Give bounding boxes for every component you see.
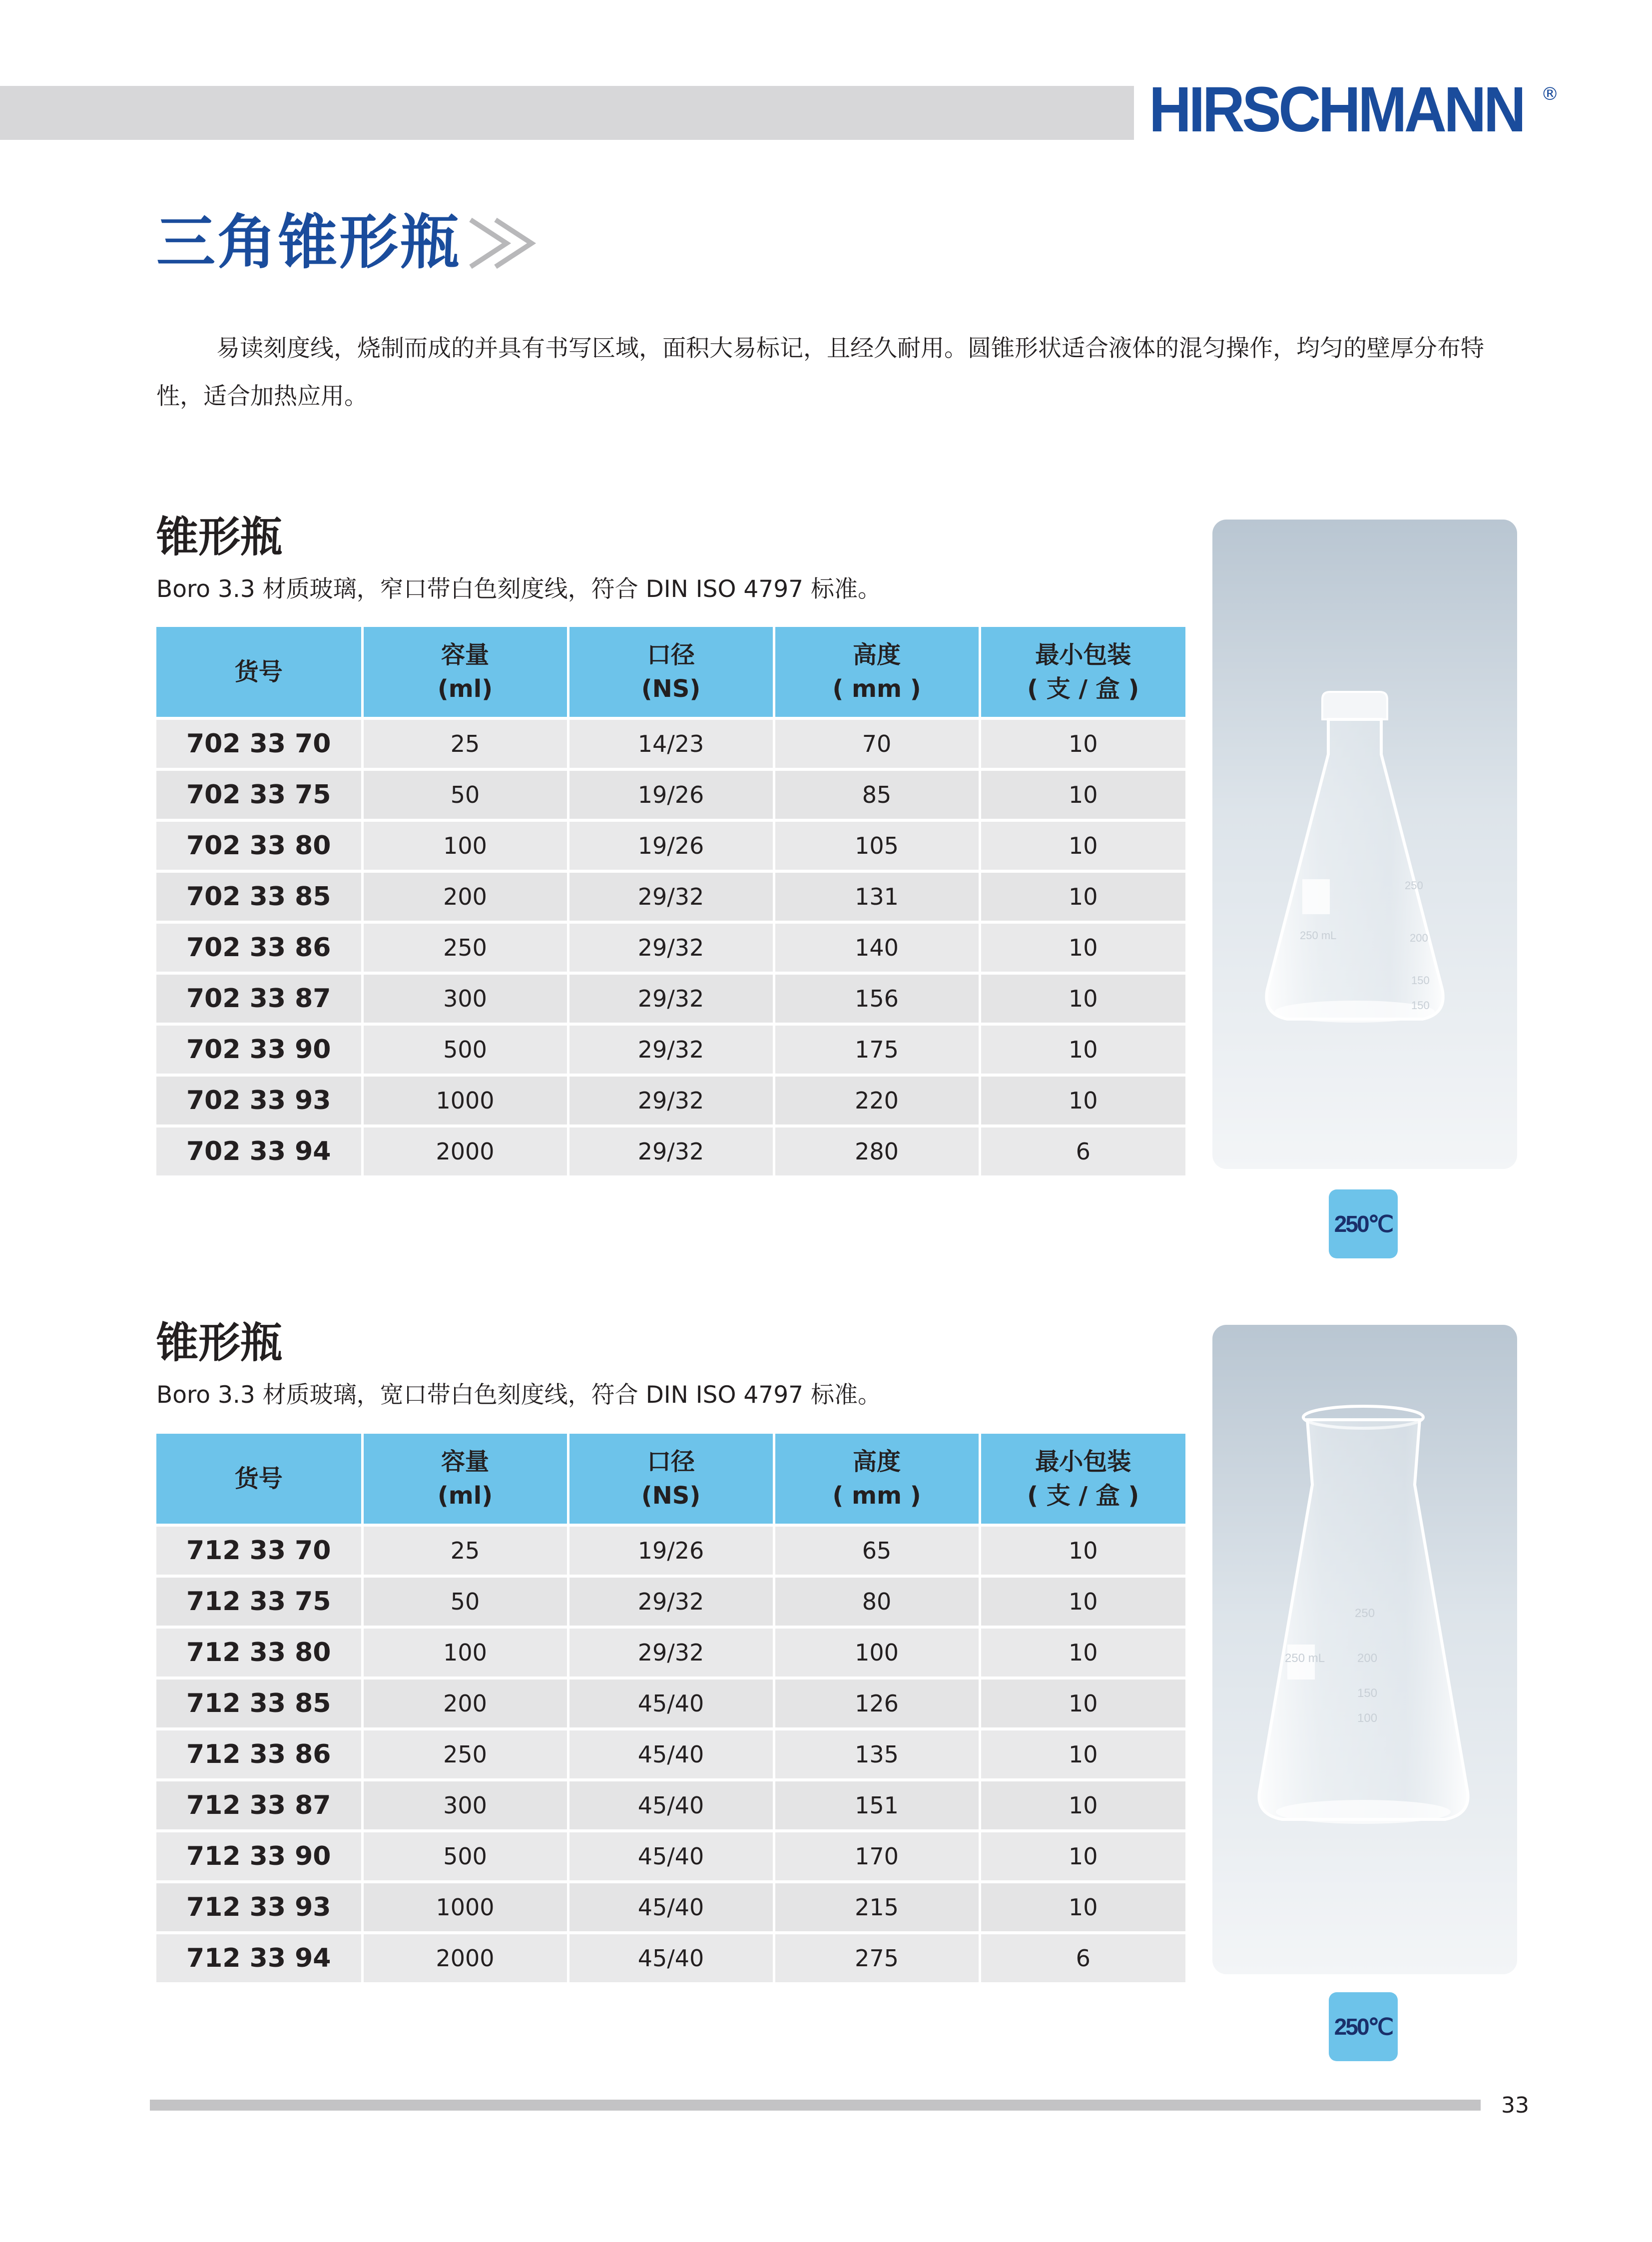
flask-illustration: [1212, 520, 1517, 1169]
cell-height: 151: [774, 1780, 980, 1831]
cell-capacity: 250: [362, 922, 568, 973]
cell-capacity: 200: [362, 1678, 568, 1729]
cell-pack: 10: [980, 1678, 1185, 1729]
flask-mark: 150: [1357, 1686, 1378, 1700]
flask-mark: 250: [1405, 879, 1423, 892]
table-row: [156, 820, 1185, 871]
cell-height: 140: [774, 922, 980, 973]
header-bar: [0, 86, 1134, 140]
table-row: [156, 1882, 1185, 1933]
header-height: 高度 ( mm ): [774, 627, 980, 718]
cell-code: 712 33 87: [156, 1780, 362, 1831]
cell-code: 702 33 94: [156, 1126, 362, 1175]
cell-height: 105: [774, 820, 980, 871]
table-row: [156, 1126, 1185, 1175]
cell-code: 702 33 90: [156, 1024, 362, 1075]
cell-neck: 29/32: [568, 1075, 774, 1126]
table-row: [156, 769, 1185, 820]
table-header-row: [156, 627, 1185, 718]
cell-neck: 29/32: [568, 922, 774, 973]
table-row: [156, 1525, 1185, 1576]
section-title-narrow: 锥形瓶: [156, 513, 283, 561]
cell-height: 220: [774, 1075, 980, 1126]
cell-height: 80: [774, 1576, 980, 1627]
wide-neck-flask-image: [1212, 1325, 1517, 1974]
cell-pack: 10: [980, 820, 1185, 871]
cell-code: 702 33 75: [156, 769, 362, 820]
flask-illustration: [1212, 1325, 1517, 1974]
cell-height: 85: [774, 769, 980, 820]
section-title-wide: 锥形瓶: [156, 1318, 283, 1367]
cell-neck: 29/32: [568, 1024, 774, 1075]
flask-mark: 200: [1357, 1652, 1378, 1665]
cell-capacity: 300: [362, 1780, 568, 1831]
cell-neck: 29/32: [568, 1627, 774, 1678]
cell-pack: 10: [980, 973, 1185, 1024]
header-neck: 口径 (NS): [568, 1434, 774, 1525]
cell-pack: 10: [980, 1882, 1185, 1933]
cell-neck: 19/26: [568, 820, 774, 871]
table-row: [156, 1933, 1185, 1982]
cell-pack: 10: [980, 1525, 1185, 1576]
table-row: [156, 1075, 1185, 1126]
cell-pack: 10: [980, 1729, 1185, 1780]
temperature-badge: 250℃: [1329, 1189, 1398, 1258]
cell-code: 702 33 93: [156, 1075, 362, 1126]
header-pack: 最小包装 ( 支 / 盒 ): [980, 1434, 1185, 1525]
cell-code: 712 33 70: [156, 1525, 362, 1576]
cell-code: 702 33 85: [156, 871, 362, 922]
cell-capacity: 500: [362, 1831, 568, 1882]
cell-height: 70: [774, 718, 980, 769]
cell-code: 712 33 85: [156, 1678, 362, 1729]
table-row: [156, 973, 1185, 1024]
cell-capacity: 2000: [362, 1933, 568, 1982]
cell-height: 126: [774, 1678, 980, 1729]
temperature-badge: 250℃: [1329, 1992, 1398, 2061]
cell-height: 275: [774, 1933, 980, 1982]
cell-height: 280: [774, 1126, 980, 1175]
cell-neck: 45/40: [568, 1729, 774, 1780]
flask-mark: 250 mL: [1300, 929, 1337, 942]
brand-logo: [1149, 75, 1559, 145]
cell-height: 100: [774, 1627, 980, 1678]
cell-neck: 45/40: [568, 1882, 774, 1933]
section-desc-narrow: Boro 3.3 材质玻璃，窄口带白色刻度线，符合 DIN ISO 4797 标准。: [156, 575, 881, 603]
flask-mark: 250: [1355, 1607, 1375, 1620]
cell-pack: 10: [980, 1075, 1185, 1126]
cell-pack: 10: [980, 1831, 1185, 1882]
cell-capacity: 300: [362, 973, 568, 1024]
cell-pack: 10: [980, 1627, 1185, 1678]
cell-capacity: 100: [362, 1627, 568, 1678]
cell-pack: 10: [980, 718, 1185, 769]
cell-neck: 29/32: [568, 871, 774, 922]
table-row: [156, 1678, 1185, 1729]
flask-mark: 150: [1411, 999, 1430, 1012]
section-desc-wide: Boro 3.3 材质玻璃，宽口带白色刻度线，符合 DIN ISO 4797 标准。: [156, 1381, 881, 1409]
narrow-neck-flask-image: [1212, 520, 1517, 1169]
cell-capacity: 500: [362, 1024, 568, 1075]
cell-neck: 19/26: [568, 769, 774, 820]
cell-pack: 10: [980, 1576, 1185, 1627]
cell-pack: 10: [980, 922, 1185, 973]
table-row: [156, 718, 1185, 769]
header-code: 货号: [156, 1434, 362, 1525]
table-row: [156, 1627, 1185, 1678]
header-pack: 最小包装 ( 支 / 盒 ): [980, 627, 1185, 718]
cell-capacity: 2000: [362, 1126, 568, 1175]
table-row: [156, 922, 1185, 973]
table-row: [156, 1780, 1185, 1831]
header-capacity: 容量 (ml): [362, 627, 568, 718]
cell-height: 135: [774, 1729, 980, 1780]
cell-neck: 45/40: [568, 1831, 774, 1882]
page-title: 三角锥形瓶: [156, 208, 462, 277]
cell-code: 702 33 87: [156, 973, 362, 1024]
cell-pack: 10: [980, 1024, 1185, 1075]
header-code: 货号: [156, 627, 362, 718]
cell-code: 702 33 70: [156, 718, 362, 769]
cell-pack: 6: [980, 1933, 1185, 1982]
brand-name: HIRSCHMANN: [1149, 74, 1524, 145]
cell-neck: 14/23: [568, 718, 774, 769]
cell-height: 215: [774, 1882, 980, 1933]
cell-capacity: 50: [362, 1576, 568, 1627]
table-header-row: [156, 1434, 1185, 1525]
cell-code: 712 33 75: [156, 1576, 362, 1627]
table-row: [156, 1024, 1185, 1075]
footer-bar: [150, 2100, 1481, 2111]
cell-capacity: 25: [362, 718, 568, 769]
cell-neck: 29/32: [568, 1126, 774, 1175]
cell-code: 712 33 86: [156, 1729, 362, 1780]
cell-capacity: 1000: [362, 1882, 568, 1933]
spec-table-narrow: [156, 627, 1185, 1175]
flask-mark: 200: [1410, 932, 1428, 944]
cell-neck: 19/26: [568, 1525, 774, 1576]
intro-paragraph: 易读刻度线，烧制而成的并具有书写区域，面积大易标记，且经久耐用。圆锥形状适合液体的混匀操作，均匀的壁厚分布特性，适合加热应用。: [156, 335, 1484, 410]
cell-neck: 29/32: [568, 973, 774, 1024]
header-neck: 口径 (NS): [568, 627, 774, 718]
cell-code: 702 33 86: [156, 922, 362, 973]
cell-height: 65: [774, 1525, 980, 1576]
cell-capacity: 25: [362, 1525, 568, 1576]
table-row: [156, 1729, 1185, 1780]
cell-code: 712 33 93: [156, 1882, 362, 1933]
header-capacity: 容量 (ml): [362, 1434, 568, 1525]
page-number: 33: [1501, 2093, 1529, 2118]
flask-mark: 150: [1411, 974, 1430, 987]
cell-code: 702 33 80: [156, 820, 362, 871]
cell-neck: 29/32: [568, 1576, 774, 1627]
cell-neck: 45/40: [568, 1678, 774, 1729]
cell-height: 170: [774, 1831, 980, 1882]
double-chevron-icon: [465, 216, 545, 271]
cell-capacity: 250: [362, 1729, 568, 1780]
table-row: [156, 1576, 1185, 1627]
table-row: [156, 871, 1185, 922]
header-height: 高度 ( mm ): [774, 1434, 980, 1525]
cell-capacity: 50: [362, 769, 568, 820]
cell-capacity: 200: [362, 871, 568, 922]
cell-neck: 45/40: [568, 1933, 774, 1982]
cell-neck: 45/40: [568, 1780, 774, 1831]
table-row: [156, 1831, 1185, 1882]
flask-mark: 100: [1357, 1711, 1378, 1725]
cell-capacity: 1000: [362, 1075, 568, 1126]
cell-height: 156: [774, 973, 980, 1024]
cell-capacity: 100: [362, 820, 568, 871]
cell-pack: 10: [980, 769, 1185, 820]
flask-mark: 250 mL: [1285, 1652, 1325, 1665]
cell-code: 712 33 94: [156, 1933, 362, 1982]
cell-pack: 6: [980, 1126, 1185, 1175]
cell-code: 712 33 90: [156, 1831, 362, 1882]
cell-code: 712 33 80: [156, 1627, 362, 1678]
cell-height: 175: [774, 1024, 980, 1075]
spec-table-wide: [156, 1434, 1185, 1982]
cell-pack: 10: [980, 871, 1185, 922]
registered-mark: ®: [1541, 84, 1559, 104]
cell-height: 131: [774, 871, 980, 922]
cell-pack: 10: [980, 1780, 1185, 1831]
